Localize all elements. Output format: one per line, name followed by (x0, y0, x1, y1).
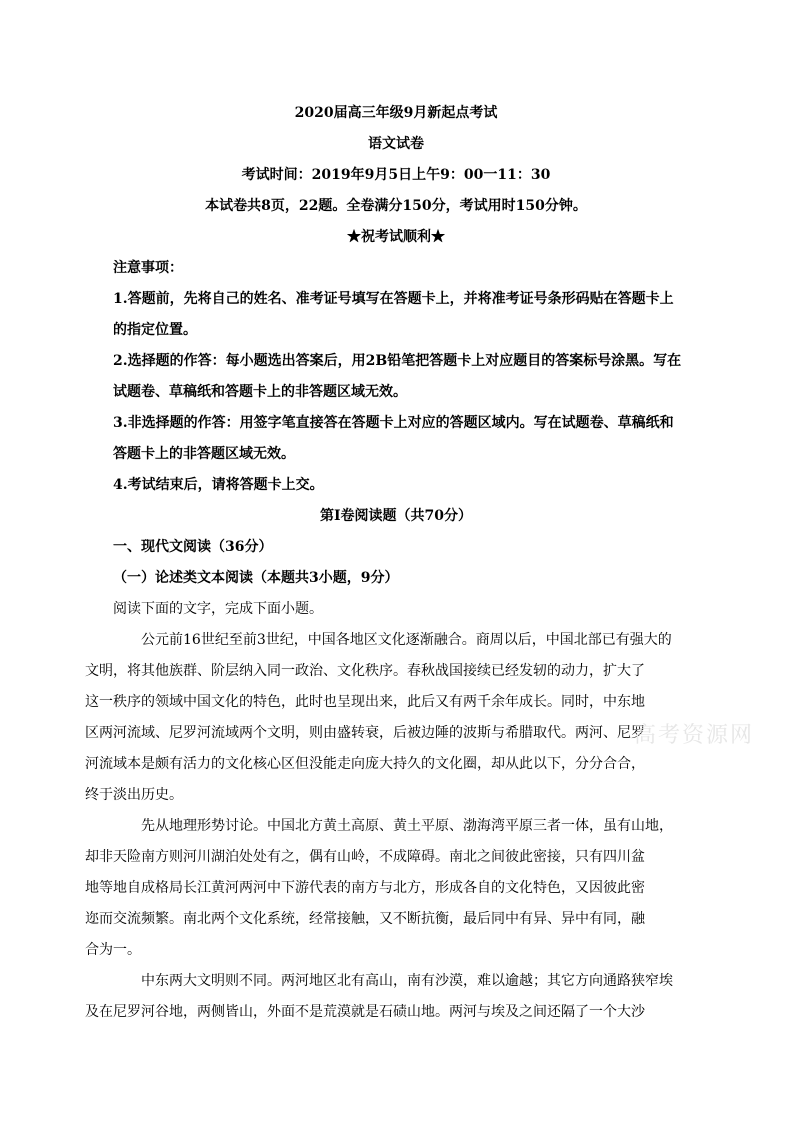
paragraph-line: 地等地自成格局长江黄河两河中下游代表的南方与北方，形成各自的文化特色，又因彼此密 (85, 880, 645, 896)
paragraph-line: 这一秩序的领域中国文化的特色，此时也呈现出来，此后又有两千余年成长。同时，中东地 (85, 694, 645, 710)
paragraph-line: 迩而交流频繁。南北两个文化系统，经常接触，又不断抗衡，最后同中有异、异中有同，融 (85, 911, 645, 927)
paragraph-line: 公元前16世纪至前3世纪，中国各地区文化逐渐融合。商周以后，中国北部已有强大的 (141, 632, 672, 648)
notice-line: 的指定位置。 (113, 322, 197, 338)
passage-paragraph-1 (85, 625, 679, 811)
subpart-heading: （一）论述类文本阅读（本题共3小题，9分） (113, 570, 399, 586)
paragraph-line: 及在尼罗河谷地，两侧皆山，外面不是荒漠就是石碛山地。两河与埃及之间还隔了一个大沙 (85, 1004, 645, 1020)
notice-line: 答题卡上的非答题区域无效。 (113, 446, 295, 462)
paragraph-line: 河流域本是颇有活力的文化核心区但没能走向庞大持久的文化圈，却从此以下，分分合合， (85, 756, 645, 772)
paragraph-line: 区两河流域、尼罗河流域两个文明，则由盛转衰，后被边陲的波斯与希腊取代。两河、尼罗 (85, 725, 645, 741)
notice-line: 3.非选择题的作答：用签字笔直接答在答题卡上对应的答题区域内。写在试题卷、草稿纸和 (113, 415, 674, 431)
notice-heading: 注意事项： (113, 260, 183, 276)
passage-paragraph-2 (85, 811, 679, 966)
paragraph-line: 中东两大文明则不同。两河地区北有高山，南有沙漠，难以逾越；其它方向通路狭窄埃 (141, 973, 673, 989)
part-heading: 一、现代文阅读（36分） (113, 539, 273, 555)
exam-info: 本试卷共8页，22题。全卷满分150分，考试用时150分钟。 (205, 198, 587, 214)
exam-subject: 语文试卷 (368, 136, 424, 152)
reading-instruction: 阅读下面的文字，完成下面小题。 (113, 601, 323, 617)
exam-wish: ★祝考试顺利★ (347, 229, 445, 245)
notice-line: 2.选择题的作答：每小题选出答案后，用2B铅笔把答题卡上对应题目的答案标号涂黑。写在 (113, 353, 682, 369)
passage-paragraph-3 (85, 966, 679, 1028)
exam-time: 考试时间：2019年9月5日上午9：00一11：30 (241, 167, 551, 183)
notice-line: 试题卷、草稿纸和答题卡上的非答题区域无效。 (113, 384, 407, 400)
exam-title: 2020届高三年级9月新起点考试 (294, 105, 498, 121)
paragraph-line: 先从地理形势讨论。中国北方黄土高原、黄土平原、渤海湾平原三者一体，虽有山地， (141, 818, 673, 834)
paragraph-line: 合为一。 (85, 942, 141, 958)
volume-heading: 第I卷阅读题（共70分） (319, 508, 473, 524)
watermark-text: 高考资源网 (633, 723, 754, 748)
paragraph-line: 终于淡出历史。 (85, 787, 183, 803)
notice-line: 4.考试结束后，请将答题卡上交。 (113, 477, 324, 493)
paragraph-line: 文明，将其他族群、阶层纳入同一政治、文化秩序。春秋战国接续已经发轫的动力，扩大了 (85, 663, 645, 679)
paragraph-line: 却非天险南方则河川湖泊处处有之，偶有山岭，不成障碍。南北之间彼此密接，只有四川盆 (85, 849, 645, 865)
exam-page (85, 98, 682, 1028)
notice-line: 1.答题前，先将自己的姓名、准考证号填写在答题卡上，并将准考证号条形码贴在答题卡上 (113, 291, 674, 307)
